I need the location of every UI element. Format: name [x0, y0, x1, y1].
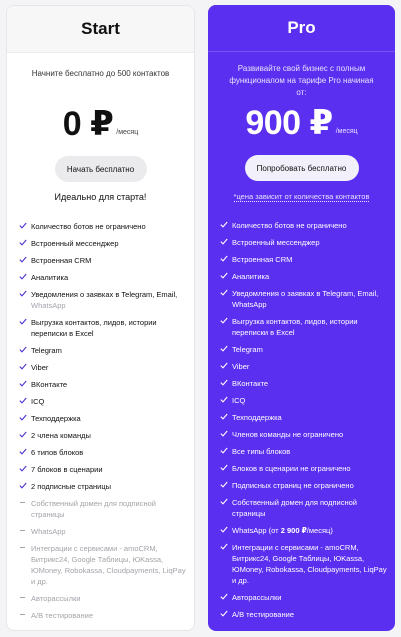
feature-item: Авторассылки	[220, 589, 387, 606]
feature-item: ВКонтакте	[220, 375, 387, 392]
check-icon	[19, 290, 31, 297]
check-icon	[220, 498, 232, 505]
try-free-button[interactable]: Попробовать бесплатно	[245, 155, 359, 181]
check-icon	[220, 289, 232, 296]
check-icon	[220, 430, 232, 437]
check-icon	[220, 345, 232, 352]
check-icon	[220, 255, 232, 262]
feature-item-disabled: WhatsApp	[19, 523, 186, 540]
feature-item: 6 типов блоков	[19, 444, 186, 461]
feature-item: Аналитика	[19, 269, 186, 286]
feature-item: Выгрузка контактов, лидов, истории переписки в Excel	[220, 313, 387, 341]
feature-item: ICQ	[220, 392, 387, 409]
check-icon	[220, 379, 232, 386]
feature-item-disabled: A/B тестирование	[19, 607, 186, 624]
plan-title: Pro	[208, 5, 395, 52]
feature-item: Viber	[220, 358, 387, 375]
feature-item-disabled: Интеграции с сервисами - amoCRM, Битрикс24, Google Таблицы, ЮKassa, ЮMoney, Robokassa, Cloudpayments, LiqPay и др.	[19, 540, 186, 590]
feature-item-disabled: Авторассылки	[19, 590, 186, 607]
feature-item: A/B тестирование	[220, 606, 387, 623]
check-icon	[220, 464, 232, 471]
price-unit: /месяц	[335, 128, 358, 135]
check-icon	[19, 363, 31, 370]
dash-icon	[19, 527, 31, 534]
check-icon	[19, 465, 31, 472]
check-icon	[19, 239, 31, 246]
feature-item: Аналитика	[220, 268, 387, 285]
feature-item: Собственный домен для подписной страницы	[220, 494, 387, 522]
dash-icon	[19, 499, 31, 506]
plan-subtitle: Развивайте свой бизнес с полным функционалом на тарифе Pro начиная от:	[229, 64, 374, 97]
plan-tagline: Идеально для старта!	[54, 192, 147, 202]
check-icon	[220, 272, 232, 279]
plan-subtitle: Начните бесплатно до 500 контактов	[31, 69, 170, 78]
feature-item: Встроенная CRM	[19, 252, 186, 269]
feature-item: Viber	[19, 359, 186, 376]
dash-icon	[19, 544, 31, 551]
feature-item: Подписных страниц не ограничено	[220, 477, 387, 494]
dash-icon	[19, 611, 31, 618]
check-icon	[220, 447, 232, 454]
feature-item: ВКонтакте	[19, 376, 186, 393]
check-icon	[19, 273, 31, 280]
feature-item: Telegram	[19, 342, 186, 359]
feature-list	[19, 218, 186, 624]
feature-item: Все типы блоков	[220, 443, 387, 460]
dash-icon	[19, 594, 31, 601]
feature-item: Telegram	[220, 341, 387, 358]
check-icon	[19, 414, 31, 421]
feature-item: Уведомления о заявках в Telegram, Email, WhatsApp	[19, 286, 186, 314]
feature-item: Уведомления о заявках в Telegram, Email, WhatsApp	[220, 285, 387, 313]
feature-item: 2 члена команды	[19, 427, 186, 444]
feature-item-disabled: Собственный домен для подписной страницы	[19, 495, 186, 523]
check-icon	[220, 362, 232, 369]
feature-item: Встроенный мессенджер	[220, 234, 387, 251]
check-icon	[19, 482, 31, 489]
whatsapp-muted: WhatsApp	[31, 301, 66, 310]
check-icon	[220, 396, 232, 403]
price-note: *цена зависит от количества контактов	[233, 192, 370, 201]
feature-item-whatsapp: WhatsApp (от 2 900 ₽/месяц)	[220, 522, 387, 539]
check-icon	[220, 317, 232, 324]
check-icon	[19, 346, 31, 353]
check-icon	[220, 526, 232, 533]
check-icon	[220, 593, 232, 600]
feature-item: Выгрузка контактов, лидов, истории переписки в Excel	[19, 314, 186, 342]
check-icon	[19, 318, 31, 325]
check-icon	[19, 256, 31, 263]
plan-card-pro	[208, 5, 395, 631]
price-value: 0 ₽	[62, 105, 114, 143]
price-value: 900 ₽	[245, 104, 333, 142]
check-icon	[220, 481, 232, 488]
plan-card-start	[6, 5, 195, 631]
feature-item: Членов команды не ограничено	[220, 426, 387, 443]
plan-title: Start	[7, 6, 194, 53]
feature-item: Встроенный мессенджер	[19, 235, 186, 252]
check-icon	[220, 543, 232, 550]
feature-item: Количество ботов не ограничено	[19, 218, 186, 235]
feature-item: Количество ботов не ограничено	[220, 217, 387, 234]
price-unit: /месяц	[116, 129, 139, 136]
feature-item: ICQ	[19, 393, 186, 410]
feature-item: Техподдержка	[220, 409, 387, 426]
check-icon	[19, 222, 31, 229]
feature-item: 2 подписные страницы	[19, 478, 186, 495]
plan-price	[208, 97, 395, 143]
check-icon	[220, 238, 232, 245]
start-free-button[interactable]: Начать бесплатно	[55, 156, 147, 182]
check-icon	[220, 610, 232, 617]
feature-list	[220, 217, 387, 623]
feature-item: Интеграции с сервисами - amoCRM, Битрикс24, Google Таблицы, ЮKassa, ЮMoney, Robokassa, Cloudpayments, LiqPay и др.	[220, 539, 387, 589]
check-icon	[19, 448, 31, 455]
check-icon	[220, 221, 232, 228]
feature-item: Блоков в сценарии не ограничено	[220, 460, 387, 477]
check-icon	[19, 380, 31, 387]
feature-item: Техподдержка	[19, 410, 186, 427]
check-icon	[19, 431, 31, 438]
feature-item: Встроенная CRM	[220, 251, 387, 268]
plan-price	[7, 98, 194, 144]
check-icon	[19, 397, 31, 404]
feature-item: 7 блоков в сценарии	[19, 461, 186, 478]
whatsapp-price: 2 900 ₽	[280, 526, 307, 535]
check-icon	[220, 413, 232, 420]
